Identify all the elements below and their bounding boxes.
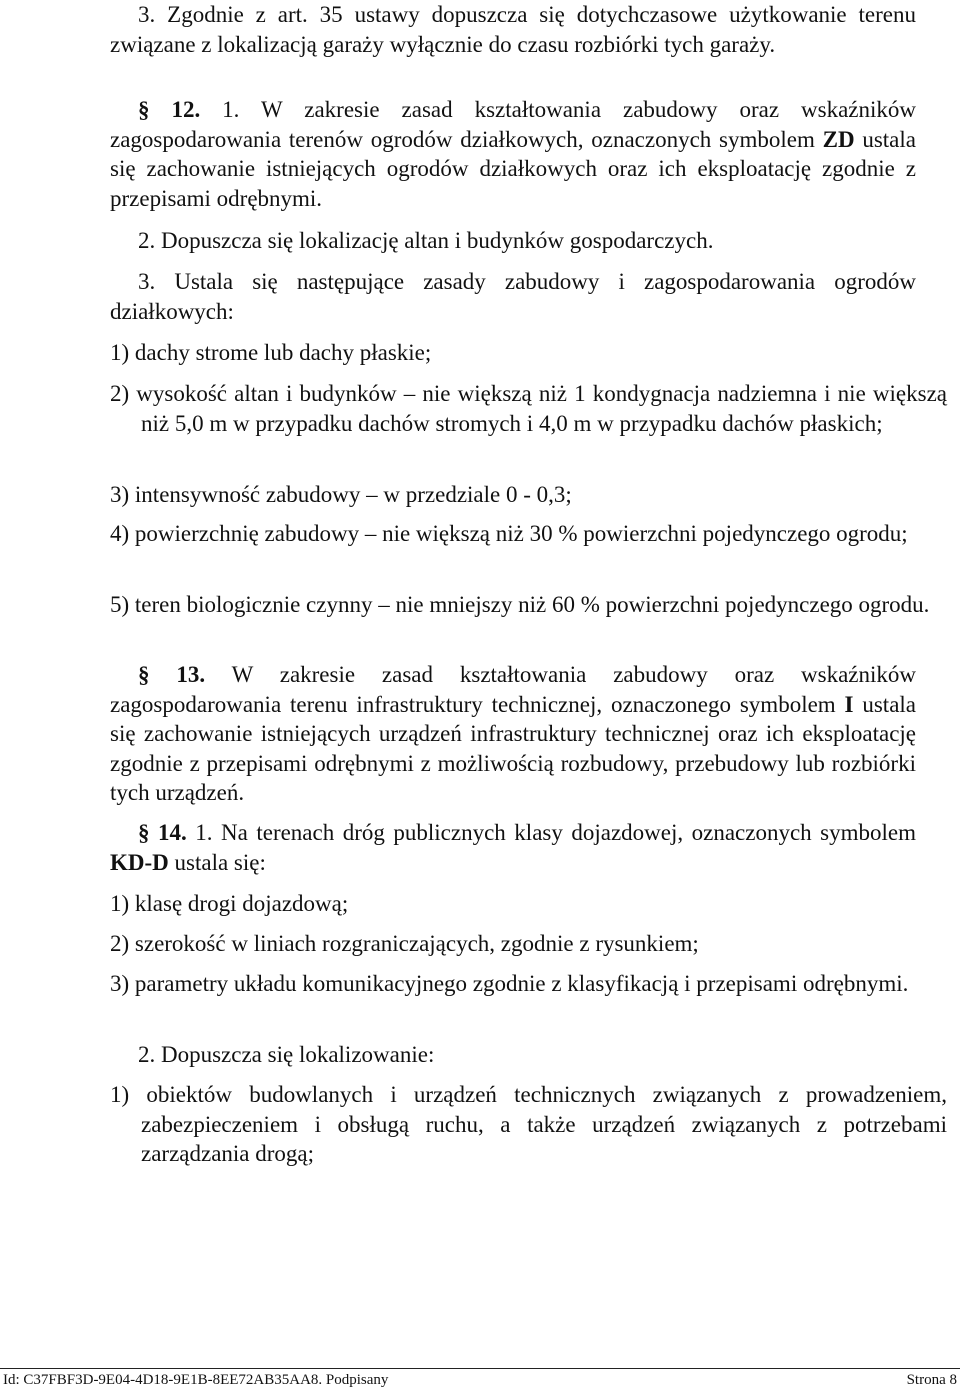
section-12-paragraph-2: 2. Dopuszcza się lokalizację altan i budynków gospodarczych. <box>138 228 714 253</box>
section-14-heading: § 14. <box>138 820 187 845</box>
section-12-item-2: 2) wysokość altan i budynków – nie większą niż 1 kondygnacja nadziemna i nie większą niż 5,0 m w przypadku dachów stromych i 4,0 m w przypadku dachów płaskich; <box>110 381 947 436</box>
section-12-item-5: 5) teren biologicznie czynny – nie mniejszy niż 60 % powierzchni pojedynczego ogrodu. <box>110 592 930 617</box>
section-12-paragraph-1 <box>110 95 916 213</box>
symbol-i: I <box>844 691 854 717</box>
symbol-zd: ZD <box>822 126 855 152</box>
section-13-heading: § 13. <box>138 662 206 687</box>
section-14-p1-text: 1. Na terenach dróg publicznych klasy dojazdowej, oznaczonych symbolem <box>186 820 916 845</box>
section-14-item-1: 1) klasę drogi dojazdową; <box>110 891 349 916</box>
section-12-p1-text: 1. W zakresie zasad kształtowania zabudowy oraz wskaźników zagospodarowania terenów ogrodów działkowych, oznaczonych symbolem <box>110 97 917 152</box>
section-14-p1-text2: ustala się: <box>168 849 266 875</box>
section-14-item-2: 2) szerokość w liniach rozgraniczających, zgodnie z rysunkiem; <box>110 931 699 956</box>
section-13-text2: ustala się zachowanie istniejących urządzeń infrastruktury technicznej oraz ich eksploatację zgodnie z przepisami odrębnymi z możliwością rozbudowy, przebudowy lub rozbiórki tych urządzeń. <box>110 691 917 805</box>
section-12-item-4: 4) powierzchnię zabudowy – nie większą niż 30 % powierzchni pojedynczego ogrodu; <box>110 521 908 546</box>
section-14-paragraph-2: 2. Dopuszcza się lokalizowanie: <box>138 1042 435 1067</box>
section-12-item-3: 3) intensywność zabudowy – w przedziale 0 - 0,3; <box>110 482 572 507</box>
section-14-paragraph-1 <box>110 818 916 877</box>
paragraph-11-3-text: 3. Zgodnie z art. 35 ustawy dopuszcza się dotychczasowe użytkowanie terenu związane z lokalizacją garaży wyłącznie do czasu rozbiórki tych garaży. <box>110 2 916 57</box>
page-number: Strona 8 <box>906 1372 957 1388</box>
section-12-p1-text2: ustala się zachowanie istniejących ogrodów działkowych oraz ich eksploatację zgodnie z przepisami odrębnymi. <box>110 126 916 211</box>
symbol-kd-d: KD-D <box>110 849 169 875</box>
document-id: Id: C37FBF3D-9E04-4D18-9E1B-8EE72AB35AA8. Podpisany <box>3 1372 389 1388</box>
paragraph-11-3 <box>110 0 916 59</box>
section-12-heading: § 12. <box>138 97 201 122</box>
section-12-paragraph-3: 3. Ustala się następujące zasady zabudowy i zagospodarowania ogrodów działkowych: <box>110 269 916 324</box>
section-14-2-item-1: 1) obiektów budowlanych i urządzeń technicznych związanych z prowadzeniem, zabezpieczeniem i obsługą ruchu, a także urządzeń związanych z potrzebami zarządzania drogą; <box>110 1082 947 1166</box>
section-13-text: W zakresie zasad kształtowania zabudowy oraz wskaźników zagospodarowania terenu infrastruktury technicznej, oznaczonego symbolem <box>110 662 917 717</box>
section-13-paragraph <box>110 660 916 808</box>
page-footer <box>3 1369 957 1389</box>
section-14-item-3: 3) parametry układu komunikacyjnego zgodnie z klasyfikacją i przepisami odrębnymi. <box>110 971 909 996</box>
section-12-item-1: 1) dachy strome lub dachy płaskie; <box>110 340 432 365</box>
